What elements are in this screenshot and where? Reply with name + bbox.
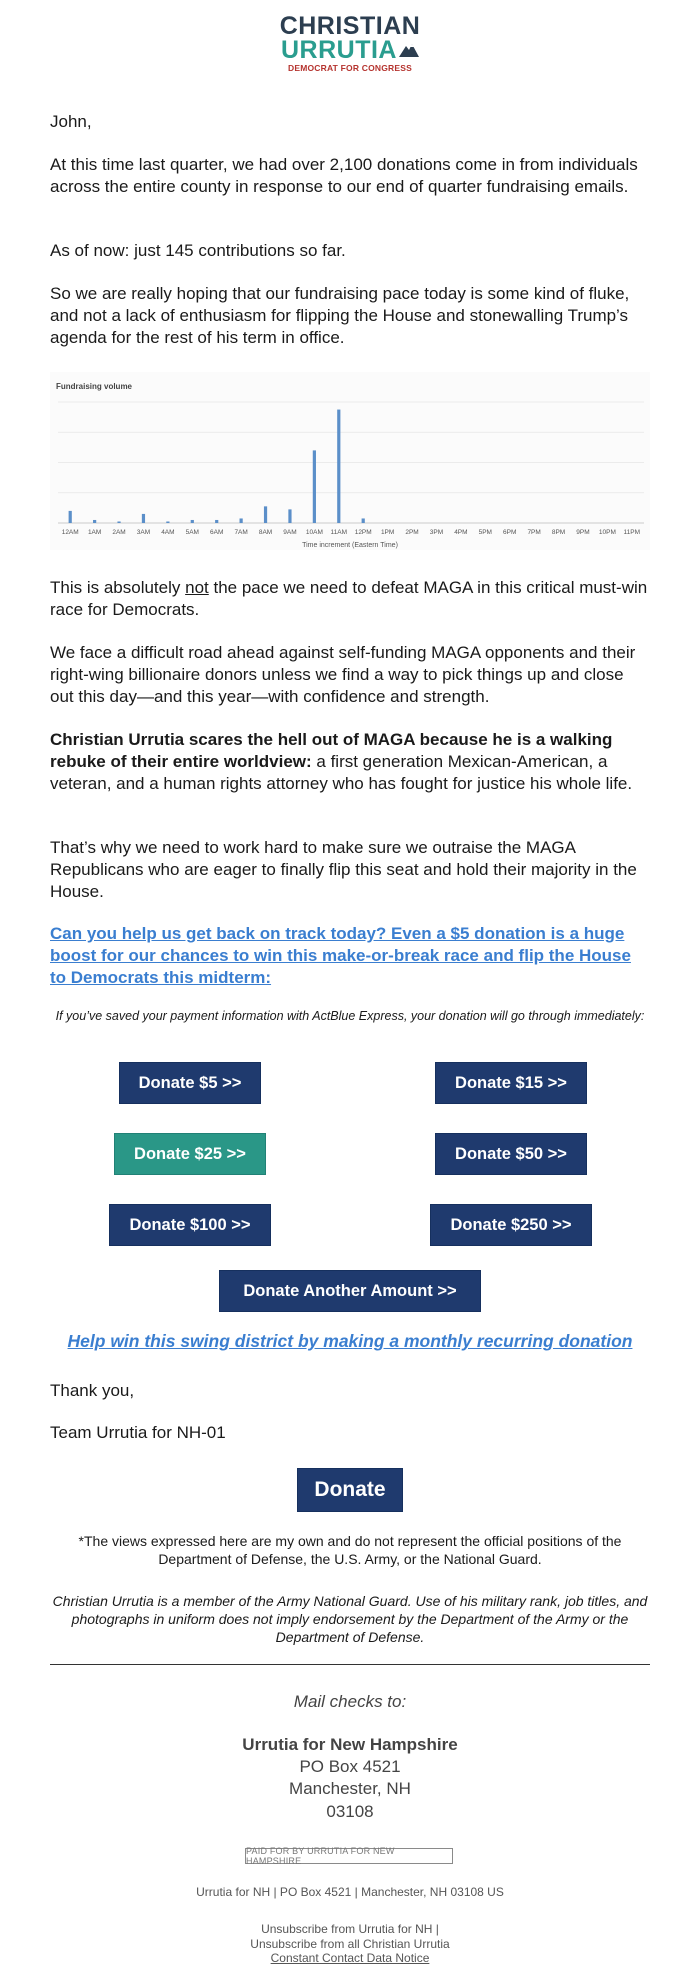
- chart-tick-label: 12AM: [61, 529, 79, 536]
- donate-100-button[interactable]: Donate $100 >>: [109, 1204, 271, 1246]
- chart-bar-9am: [288, 509, 291, 523]
- chart-bar-4am: [166, 521, 169, 523]
- monthly-donation-row: [50, 1330, 650, 1352]
- paid-for-box: PAID FOR BY URRUTIA FOR NEW HAMPSHIRE: [245, 1848, 453, 1864]
- campaign-logo: [0, 14, 700, 73]
- chart-bar-1am: [93, 520, 96, 523]
- chart-tick-label: 3PM: [429, 529, 444, 536]
- donate-15-button[interactable]: Donate $15 >>: [435, 1062, 587, 1104]
- chart-tick-label: 4AM: [161, 529, 175, 536]
- donate-250-button[interactable]: Donate $250 >>: [430, 1204, 592, 1246]
- chart-tick-label: 9PM: [576, 529, 590, 536]
- logo-line-urrutia: URRUTIA: [281, 36, 397, 64]
- chart-tick-label: 11PM: [623, 529, 641, 536]
- chart-bar-12pm: [362, 518, 365, 523]
- signature-line: Team Urrutia for NH-01: [50, 1423, 226, 1442]
- mail-po-box: PO Box 4521: [299, 1757, 401, 1776]
- chart-tick-label: 7AM: [234, 529, 248, 536]
- disclaimer-views: *The views expressed here are my own and do not represent the official positions of the Department of Defense, the U.S. Army, or the National Guard.: [78, 1533, 622, 1567]
- para4-underlined-not: not: [185, 578, 209, 597]
- chart-bar-2am: [117, 521, 120, 523]
- paragraph-contributions: As of now: just 145 contributions so far.: [50, 241, 346, 260]
- donate-button[interactable]: Donate: [297, 1468, 403, 1512]
- logo-line-christian: CHRISTIAN: [279, 12, 421, 40]
- chart-tick-label: 10AM: [305, 529, 323, 536]
- divider: [50, 1664, 650, 1665]
- paragraph-fluke: So we are really hoping that our fundraising pace today is some kind of fluke, and not a lack of enthusiasm for flipping the House and stonewalling Trump’s agenda for the rest of his term in office.: [50, 284, 630, 347]
- chart-tick-label: 5AM: [185, 529, 199, 536]
- chart-tick-label: 8AM: [258, 529, 273, 536]
- chart-tick-label: 12PM: [354, 529, 372, 536]
- chart-tick-label: 1AM: [87, 529, 102, 536]
- greeting: John,: [50, 112, 92, 131]
- donate-5-button[interactable]: Donate $5 >>: [119, 1062, 261, 1104]
- cta-donate-link[interactable]: Can you help us get back on track today? Even a $5 donation is a huge boost for our chances to win this make-or-break race and flip the House to Democrats this midterm:: [50, 924, 631, 987]
- chart-tick-label: 3AM: [136, 529, 151, 536]
- chart-tick-label: 10PM: [598, 529, 616, 536]
- chart-tick-label: 6AM: [210, 529, 224, 536]
- paragraph-outraise: That’s why we need to work hard to make sure we outraise the MAGA Republicans who are eager to finally flip this seat and hold their majority in the House.: [50, 838, 637, 901]
- chart-tick-label: 11AM: [330, 529, 348, 536]
- chart-bar-11am: [337, 410, 340, 523]
- disclaimer-national-guard: Christian Urrutia is a member of the Army National Guard. Use of his military rank, job titles, and photographs in uniform does not imply endorsement by the Department of the Army or the Department of Defense.: [52, 1593, 648, 1645]
- paragraph-scares-maga: [50, 729, 650, 795]
- chart-tick-label: 1PM: [380, 529, 395, 536]
- chart-bar-3am: [142, 514, 145, 523]
- chart-x-axis-label: Time increment (Eastern Time): [302, 542, 398, 549]
- monthly-donation-link[interactable]: Help win this swing district by making a monthly recurring donation: [67, 1331, 633, 1351]
- chart-tick-label: 6PM: [503, 529, 517, 536]
- chart-tick-label: 9AM: [283, 529, 297, 536]
- mail-zip: 03108: [326, 1802, 374, 1821]
- actblue-note: If you’ve saved your payment information with ActBlue Express, your donation will go through immediately:: [55, 1009, 645, 1023]
- chart-bar-5am: [191, 520, 194, 523]
- constant-contact-notice-link[interactable]: Constant Contact Data Notice: [270, 1951, 430, 1965]
- chart-tick-label: 8PM: [551, 529, 566, 536]
- para4-text-post: the pace we need to defeat MAGA in this critical must-win race for Democrats.: [50, 578, 648, 619]
- chart-title: Fundraising volume: [56, 382, 133, 391]
- fundraising-chart: [50, 372, 650, 550]
- para4-text-pre: This is absolutely: [50, 578, 186, 597]
- chart-tick-label: 5PM: [478, 529, 492, 536]
- paragraph-difficult-road: We face a difficult road ahead against self-funding MAGA opponents and their right-wing billionaire donors unless we find a way to pick things up and close out this day—and this year—with confidence and strength.: [50, 643, 636, 706]
- fundraising-chart-svg: [50, 372, 650, 550]
- paragraph-not-the-pace: [50, 577, 650, 621]
- cta-paragraph: [50, 923, 650, 989]
- chart-tick-label: 4PM: [454, 529, 468, 536]
- logo-tagline: DEMOCRAT FOR CONGRESS: [288, 63, 412, 73]
- footer-address: Urrutia for NH | PO Box 4521 | Manchester, NH 03108 US: [196, 1885, 504, 1899]
- para6-rest: a first generation Mexican-American, a veteran, and a human rights attorney who has fought for justice his whole life.: [50, 752, 633, 793]
- unsubscribe-all-link[interactable]: Unsubscribe from all Christian Urrutia: [250, 1937, 450, 1951]
- donate-another-amount-button[interactable]: Donate Another Amount >>: [219, 1270, 481, 1312]
- chart-bar-6am: [215, 520, 218, 523]
- chart-bar-10am: [313, 450, 316, 523]
- mail-checks-heading: Mail checks to:: [293, 1692, 407, 1711]
- para6-bold: Christian Urrutia scares the hell out of MAGA because he is a walking rebuke of their entire worldview:: [50, 730, 613, 771]
- unsubscribe-org-link[interactable]: Unsubscribe from Urrutia for NH |: [261, 1922, 439, 1936]
- chart-bar-7am: [240, 518, 243, 523]
- mail-city-state: Manchester, NH: [289, 1779, 411, 1798]
- donate-50-button[interactable]: Donate $50 >>: [435, 1133, 587, 1175]
- chart-tick-label: 7PM: [527, 529, 541, 536]
- mail-org-name: Urrutia for New Hampshire: [242, 1735, 458, 1754]
- chart-bar-8am: [264, 506, 267, 523]
- chart-tick-label: 2AM: [112, 529, 126, 536]
- donate-25-button[interactable]: Donate $25 >>: [114, 1133, 266, 1175]
- thanks-line: Thank you,: [50, 1381, 135, 1400]
- paragraph-last-quarter: At this time last quarter, we had over 2,100 donations come in from individuals across the entire county in response to our end of quarter fundraising emails.: [50, 155, 638, 196]
- chart-tick-label: 2PM: [405, 529, 419, 536]
- logo-line-row: [281, 38, 419, 62]
- mountain-icon: [399, 43, 419, 57]
- chart-bar-12am: [69, 511, 72, 523]
